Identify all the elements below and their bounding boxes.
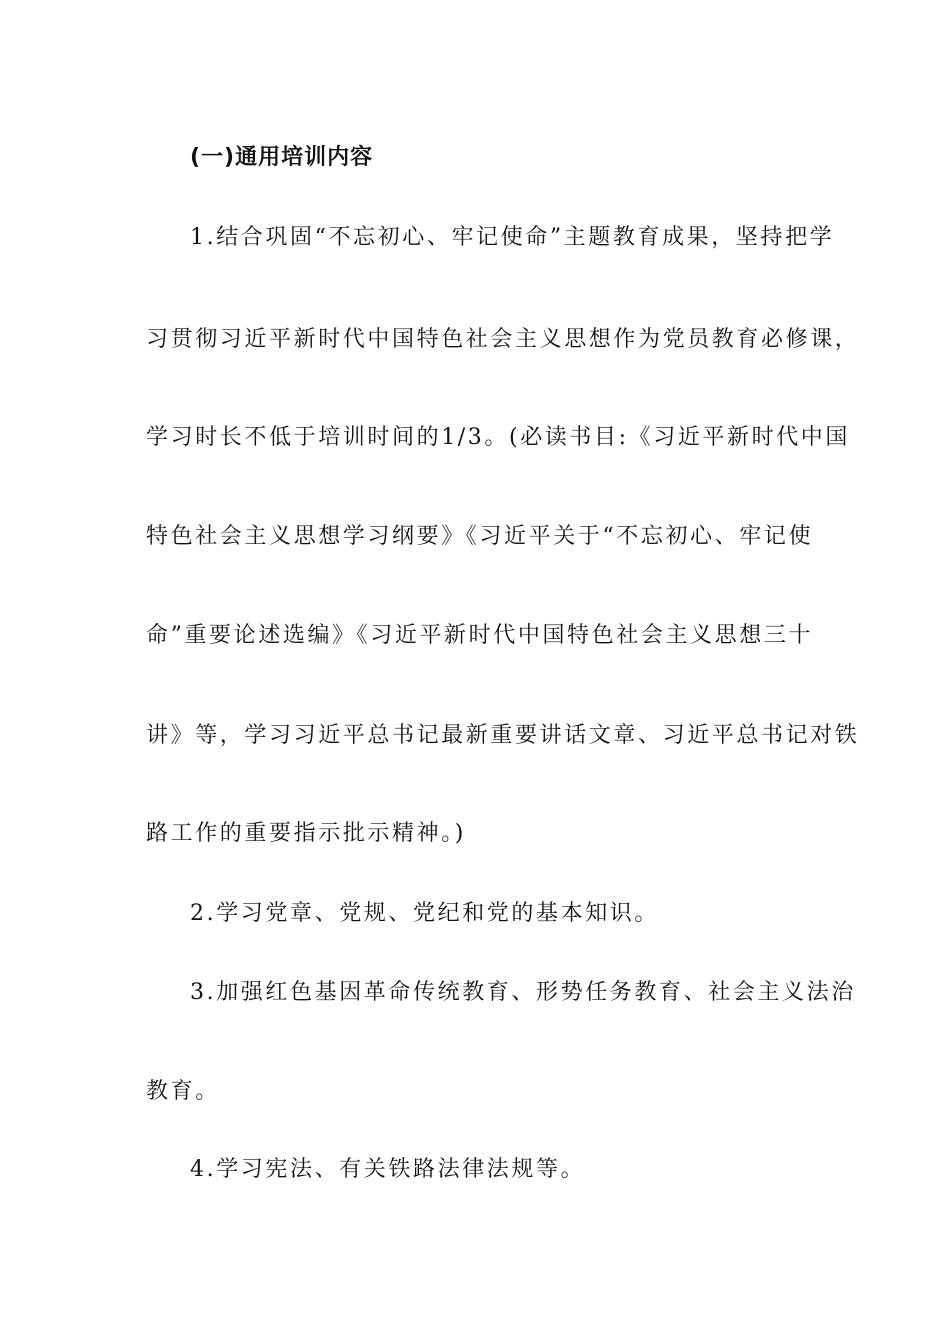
paragraph-1-line-6: 讲》等，学习习近平总书记最新重要讲话文章、习近平总书记对铁 (146, 723, 860, 748)
paragraph-1-line-1: 1.结合巩固“不忘初心、牢记使命”主题教育成果，坚持把学 (190, 225, 835, 250)
paragraph-1-line-4: 特色社会主义思想学习纲要》《习近平关于“不忘初心、牢记使 (146, 524, 814, 549)
paragraph-3-line-2: 教育。 (146, 1079, 220, 1104)
paragraph-1-line-7: 路工作的重要指示批示精神。) (146, 821, 466, 846)
paragraph-4-line-1: 4.学习宪法、有关铁路法律法规等。 (190, 1157, 586, 1182)
paragraph-1-line-3: 学习时长不低于培训时间的1/3。(必读书目:《习近平新时代中国 (146, 425, 851, 450)
paragraph-3-line-1: 3.加强红色基因革命传统教育、形势任务教育、社会主义法治 (190, 980, 856, 1005)
paragraph-2-line-1: 2.学习党章、党规、党纪和党的基本知识。 (190, 901, 659, 926)
paragraph-1-line-5: 命”重要论述选编》《习近平新时代中国特色社会主义思想三十 (146, 623, 814, 648)
paragraph-1-line-2: 习贯彻习近平新时代中国特色社会主义思想作为党员教育必修课， (146, 327, 860, 352)
section-heading: (一)通用培训内容 (190, 145, 374, 170)
